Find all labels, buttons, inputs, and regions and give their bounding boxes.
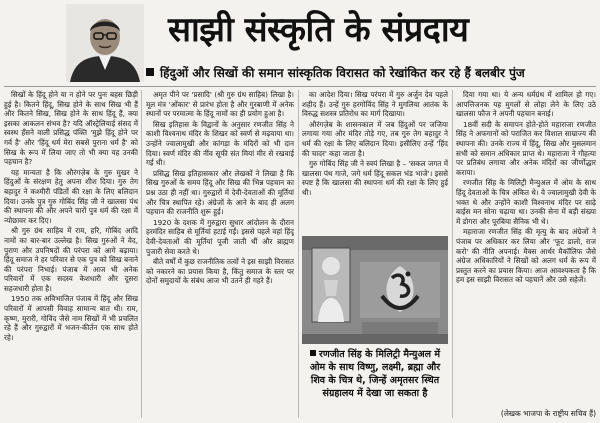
photo-caption-text: रणजीत सिंह के मिलिट्री मैन्युअल में ओम के साथ विष्णु, लक्ष्मी, ब्रह्मा और शिव के चित्र थे, जिन्हें अमृतसर स्थित संग्रहालय में देखा जा सकता है: [309, 349, 441, 399]
paragraph: का आदेश दिया। सिख परंपरा में गुरु अर्जुन देव पहले शहीद हैं। उन्हें गुरु हरगोविंद सिंह ने मुगलिया आतंक के विरुद्ध सशस्त्र प्रतिरोध का मार्ग दिखाया।: [302, 90, 448, 119]
author-note: (लेखक भाजपा के राष्ट्रीय सचिव हैं): [500, 409, 596, 418]
paragraph: सिख इतिहास के विद्वानों के अनुसार रणजीत सिंह ने काशी विश्वनाथ मंदिर के शिखर को स्वर्ण से मढ़वाया था। उन्होंने ज्वालामुखी और कांगड़ा के मंदिरों को भी दान दिया। स्वर्ण मंदिर की नींव सूफी संत मियां मीर से रखवाई गई थी।: [146, 119, 294, 168]
paragraph: 1950 तक अविभाजित पंजाब में हिंदू और सिख परिवारों में आपसी विवाह सामान्य बात थी। राम, कृष्ण, मुरारी, गोविंद जैसे नाम सिखों में भी प्रचलित रहे हैं और गुरुद्वारों में भजन-कीर्तन एक साथ होते रहे।: [4, 294, 138, 342]
paragraph: अमृत पीने पर 'प्रसादि' (श्री गुरु ग्रंथ साहिब) लिखा है। मूल मंत्र 'ओंकार' से प्रारंभ होता है और गुरबाणी में अनेक स्थानों पर परमात्मा के हिंदू नामों का ही प्रयोग हुआ है।: [146, 90, 294, 119]
paragraph: दिया गया था। ये अन्य धर्मग्रंथ में शामिल हो गए। आपत्तिजनक यह मुगलों से लोहा लेने के लिए उठे खालसा फौज ने अपनी पहचान बनाई।: [456, 90, 596, 119]
column-2: [146, 90, 294, 420]
column-3: [302, 90, 448, 230]
military-manual-illustration: [302, 236, 448, 344]
column-divider: [452, 90, 453, 418]
paragraph: रणजीत सिंह के मिलिट्री मैन्युअल में ओम के साथ हिंदू देवताओं के चित्र अंकित थे। वे ज्वालामुखी देवी के भक्त थे और उन्होंने काशी विश्वनाथ मंदिर पर साढ़े बाईस मन सोना चढ़ाया था। उनकी सेना में बड़ी संख्या में डोगरा और पूरबिया सैनिक भी थे।: [456, 178, 596, 226]
paragraph: औरंगज़ेब के शासनकाल में जब हिंदुओं पर जजिया लगाया गया और मंदिर तोड़े गए, तब गुरु तेग बहादुर ने धर्म की रक्षा के लिए बलिदान दिया। इसीलिए उन्हें 'हिंद की चादर' कहा जाता है।: [302, 119, 448, 158]
photo-caption: [304, 348, 446, 406]
paragraph: यह मान्यता है कि औरंगज़ेब के गुरु मुखर ने हिंदुओं के संरक्षण हेतु अपना शीश दिया। गुरु तेग बहादुर ने कश्मीरी पंडितों की रक्षा के लिए बलिदान दिया। उनके पुत्र गुरु गोबिंद सिंह जी ने खालसा पंथ की स्थापना की और अपने चारों पुत्र धर्म की रक्षा में न्योछावर कर दिए।: [4, 167, 138, 225]
column-4: [456, 90, 596, 406]
paragraph: श्री गुरु ग्रंथ साहिब में राम, हरि, गोबिंद आदि नामों का बार-बार उल्लेख है। सिख गुरुओं ने वेद, पुराण और उपनिषदों की परंपरा को आगे बढ़ाया। हिंदू समाज ने हर परिवार से एक पुत्र को सिख बनाने की परंपरा निभाई। पंजाब में आज भी अनेक परिवारों में एक सदस्य केशधारी और दूसरा सहजधारी होता है।: [4, 226, 138, 293]
column-1: [4, 90, 138, 420]
header-divider: [4, 86, 596, 87]
manual-photo: [302, 236, 448, 344]
paragraph: सिखों के हिंदू होने या न होने पर पुनः बहस छिड़ी हुई है। कितने हिंदू, सिख होने के साथ सिख भी हैं और कितने सिख, सिख होने के साथ हिंदू हैं, क्या इसका आकलन संभव है? यदि ऑस्ट्रेलियाई संसद में स्वस्थ हँसने वाली प्रसिद्ध पंक्ति 'मुझे हिंदू होने पर गर्व है' और 'हिंदू धर्म मेरा सबसे पुराना धर्म है' को सिख के रूप में लिया जाए तो भी क्या यह उनकी पहचान है?: [4, 90, 138, 167]
bullet-square-icon: [310, 350, 316, 356]
bullet-square-icon: [146, 68, 154, 76]
column-divider: [141, 90, 142, 418]
paragraph: 1920 के दशक में गुरुद्वारा सुधार आंदोलन के दौरान हरमंदिर साहिब से मूर्तियां हटाई गईं। इससे पहले वहां हिंदू देवी-देवताओं की मूर्तियां पूजी जाती थीं और ब्राह्मण पुजारी सेवा करते थे।: [146, 217, 294, 256]
author-photo: [66, 4, 144, 82]
paragraph: महाराजा रणजीत सिंह की मृत्यु के बाद अंग्रेजों ने पंजाब पर अधिकार कर लिया और 'फूट डालो, राज करो' की नीति अपनाई। मैक्स आर्थर मैकॉलिफ जैसे अंग्रेज अधिकारियों ने सिखों को अलग धर्म के रूप में प्रस्तुत करने का प्रयास किया। आज आवश्यकता है कि हम इस साझी विरासत को पहचानें और उसे सहेजें।: [456, 227, 596, 285]
headline: साझी संस्कृति के संप्रदाय: [168, 10, 469, 50]
paragraph: बीते वर्षों में कुछ राजनीतिक तत्वों ने इस साझी विरासत को नकारने का प्रयास किया है, किंतु समाज के स्तर पर दोनों समुदायों के संबंध आज भी उतने ही गहरे हैं।: [146, 257, 294, 286]
subheadline-text: हिंदुओं और सिखों की समान सांस्कृतिक विरासत को रेखांकित कर रहे हैं बलबीर पुंज: [160, 66, 525, 80]
column-divider: [298, 90, 299, 418]
paragraph: गुरु गोबिंद सिंह जी ने स्वयं लिखा है – 'सकल जगत में खालसा पंथ गाजे, जगे धर्म हिंदू सकल भंड भाजे'। इससे स्पष्ट है कि खालसा की स्थापना धर्म की रक्षा के लिए हुई थी।: [302, 159, 448, 197]
paragraph: प्रसिद्ध सिख इतिहासकार और लेखकों ने लिखा है कि सिख गुरुओं के समय हिंदू और सिख की भिन्न पहचान का प्रश्न उठा ही नहीं था। गुरुद्वारों में देवी-देवताओं की मूर्तियां और चित्र स्थापित रहे। अंग्रेजों के आने के बाद ही अलग पहचान की राजनीति शुरू हुई।: [146, 168, 294, 217]
author-portrait: [66, 4, 144, 82]
subheadline: [146, 64, 596, 82]
paragraph: 18वीं सदी के समापन होते-होते महाराजा रणजीत सिंह ने अफगानों को पराजित कर विशाल साम्राज्य की स्थापना की। उनके राज्य में हिंदू, सिख और मुसलमान सभी को समान अधिकार प्राप्त थे। महाराजा ने गौहत्या पर प्रतिबंध लगाया और अनेक मंदिरों का जीर्णोद्धार कराया।: [456, 119, 596, 177]
